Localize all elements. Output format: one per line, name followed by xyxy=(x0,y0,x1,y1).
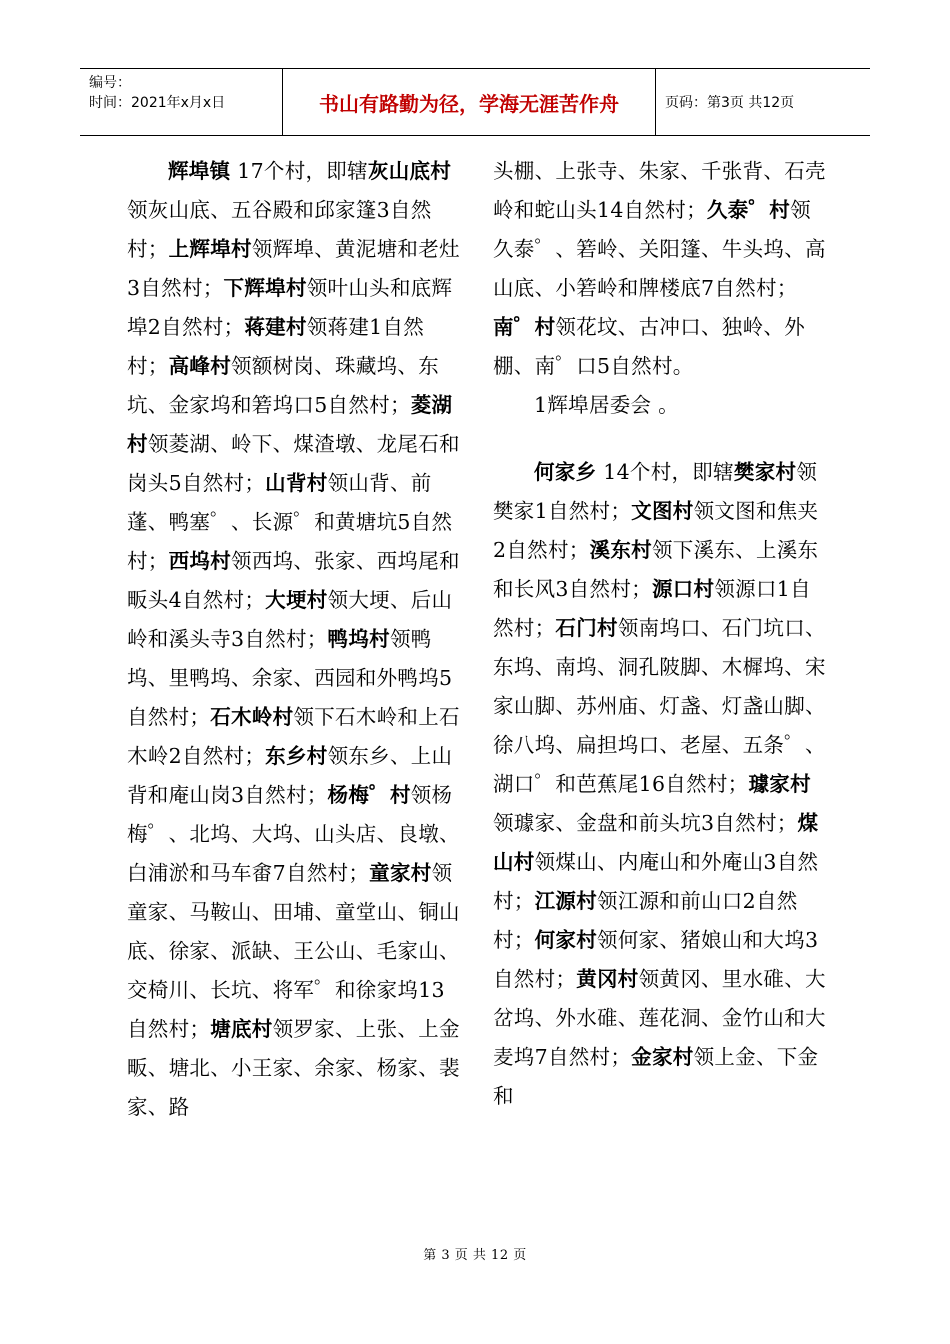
village-name: 蒋建村 xyxy=(244,315,307,339)
village-name: 江源村 xyxy=(534,889,598,913)
village-name: 西坞村 xyxy=(168,549,232,573)
text-run: 领罗家、上张、上金畈、塘北、小王家、余家、杨家、裴家、路 xyxy=(127,1017,460,1119)
village-name: 璩家村 xyxy=(748,772,811,796)
text-run: 领灰山底、五谷殿和邱家篷3自然村； xyxy=(127,198,432,261)
paragraph-hejia-township xyxy=(493,453,829,1116)
village-name: 菱湖村 xyxy=(127,393,453,456)
village-name: 东乡村 xyxy=(265,744,328,768)
text-run: 17个村，即辖 xyxy=(230,159,368,183)
text-run: 领上金、下金和 xyxy=(493,1045,819,1108)
text-run: 领下溪东、上溪东和长风3自然村； xyxy=(493,538,819,601)
text-run: 领璩家、金盘和前头坑3自然村； xyxy=(493,811,798,835)
text-run: 领蒋建1自然村； xyxy=(127,315,425,378)
text-run: 领叶山头和底辉埠2自然村； xyxy=(127,276,453,339)
village-name: 童家村 xyxy=(369,861,432,885)
text-run: 领久泰゜、箬岭、关阳篷、牛头坞、高山底、小箬岭和牌楼底7自然村； xyxy=(493,198,826,300)
text-run: 领何家、猪娘山和大坞3自然村； xyxy=(493,928,819,991)
text-run: 领额树岗、珠藏坞、东坑、金家坞和箬坞口5自然村； xyxy=(127,354,440,417)
paragraph-huibu-committee: 1辉埠居委会 。 xyxy=(534,393,679,417)
village-name: 下辉埠村 xyxy=(223,276,307,300)
village-name: 石木岭村 xyxy=(210,705,294,729)
village-name: 樊家村 xyxy=(733,460,797,484)
text-run: 领鸭坞、里鸭坞、余家、西园和外鸭坞5自然村； xyxy=(127,627,453,729)
village-name: 黄冈村 xyxy=(576,967,639,991)
village-name: 山背村 xyxy=(265,471,328,495)
village-name: 煤山村 xyxy=(493,811,819,874)
text-run: 领煤山、内庵山和外庵山3自然村； xyxy=(493,850,819,913)
header-motto: 书山有路勤为径，学海无涯苦作舟 xyxy=(282,69,656,135)
code-label: 编号： xyxy=(89,75,131,91)
village-name: 南゜村 xyxy=(493,315,556,339)
page-footer: 第 3 页 共 12 页 xyxy=(423,1248,527,1263)
text-run: 领文图和焦夹2自然村； xyxy=(493,499,819,562)
village-name: 何家村 xyxy=(534,928,598,952)
village-name: 杨梅゜村 xyxy=(327,783,411,807)
village-name: 高峰村 xyxy=(168,354,232,378)
village-name: 辉埠镇 xyxy=(168,159,231,183)
text-run: 领樊家1自然村； xyxy=(493,460,818,523)
village-name: 何家乡 xyxy=(534,460,597,484)
text-run: 头棚、上张寺、朱家、千张背、石壳岭和蛇山头14自然村； xyxy=(493,159,826,222)
village-name: 大埂村 xyxy=(265,588,328,612)
text-run: 领辉埠、黄泥塘和老灶3自然村； xyxy=(127,237,460,300)
header-page-info: 页码：第3页 共12页 xyxy=(665,95,795,111)
village-name: 灰山底村 xyxy=(367,159,452,183)
text-run: 领源口1自然村； xyxy=(493,577,811,640)
left-column xyxy=(127,152,463,1127)
right-column xyxy=(493,152,829,1116)
village-name: 上辉埠村 xyxy=(168,237,252,261)
text-run: 领菱湖、岭下、煤渣墩、龙尾石和岗头5自然村； xyxy=(127,432,460,495)
paragraph-huibu-continued xyxy=(493,152,829,386)
text-run: 领杨梅゜、北坞、大坞、山头店、良墩、白浦淤和马车畬7自然村； xyxy=(127,783,460,885)
text-run: 领黄冈、里水碓、大岔坞、外水碓、莲花洞、金竹山和大麦坞7自然村； xyxy=(493,967,826,1069)
village-name: 鸭坞村 xyxy=(327,627,390,651)
text-run: 领大埂、后山岭和溪头寺3自然村； xyxy=(127,588,453,651)
text-run: 领南坞口、石门坑口、东坞、南坞、洞孔陂脚、木樨坞、宋家山脚、苏州庙、灯盏、灯盏山脚、徐八坞、扁担坞口、老屋、五条゜、湖口゜和芭蕉尾16自然村； xyxy=(493,616,826,796)
text-run: 领童家、马鞍山、田埔、童堂山、铜山底、徐家、派缺、王公山、毛家山、交椅川、长坑、将军゜和徐家坞13自然村； xyxy=(127,861,460,1041)
header-meta xyxy=(80,69,282,135)
text-run: 领花坟、古冲口、独岭、外棚、南゜口5自然村。 xyxy=(493,315,806,378)
text-run: 领西坞、张家、西坞尾和畈头4自然村； xyxy=(127,549,460,612)
text-run: 领江源和前山口2自然村； xyxy=(493,889,798,952)
village-name: 塘底村 xyxy=(210,1017,273,1041)
date-label: 时间：2021年x月x日 xyxy=(89,95,226,111)
village-name: 溪东村 xyxy=(589,538,652,562)
paragraph-huibu-town xyxy=(127,152,463,1127)
text-run: 领东乡、上山背和庵山岗3自然村； xyxy=(127,744,453,807)
text-run: 14个村，即辖 xyxy=(596,460,734,484)
village-name: 石门村 xyxy=(555,616,618,640)
village-name: 久泰゜村 xyxy=(706,198,791,222)
text-run: 领下石木岭和上石木岭2自然村； xyxy=(127,705,460,768)
village-name: 文图村 xyxy=(631,499,694,523)
village-name: 金家村 xyxy=(631,1045,694,1069)
page-header xyxy=(80,68,870,136)
village-name: 源口村 xyxy=(651,577,715,601)
text-run: 领山背、前蓬、鸭塞゜、长源゜和黄塘坑5自然村； xyxy=(127,471,453,573)
